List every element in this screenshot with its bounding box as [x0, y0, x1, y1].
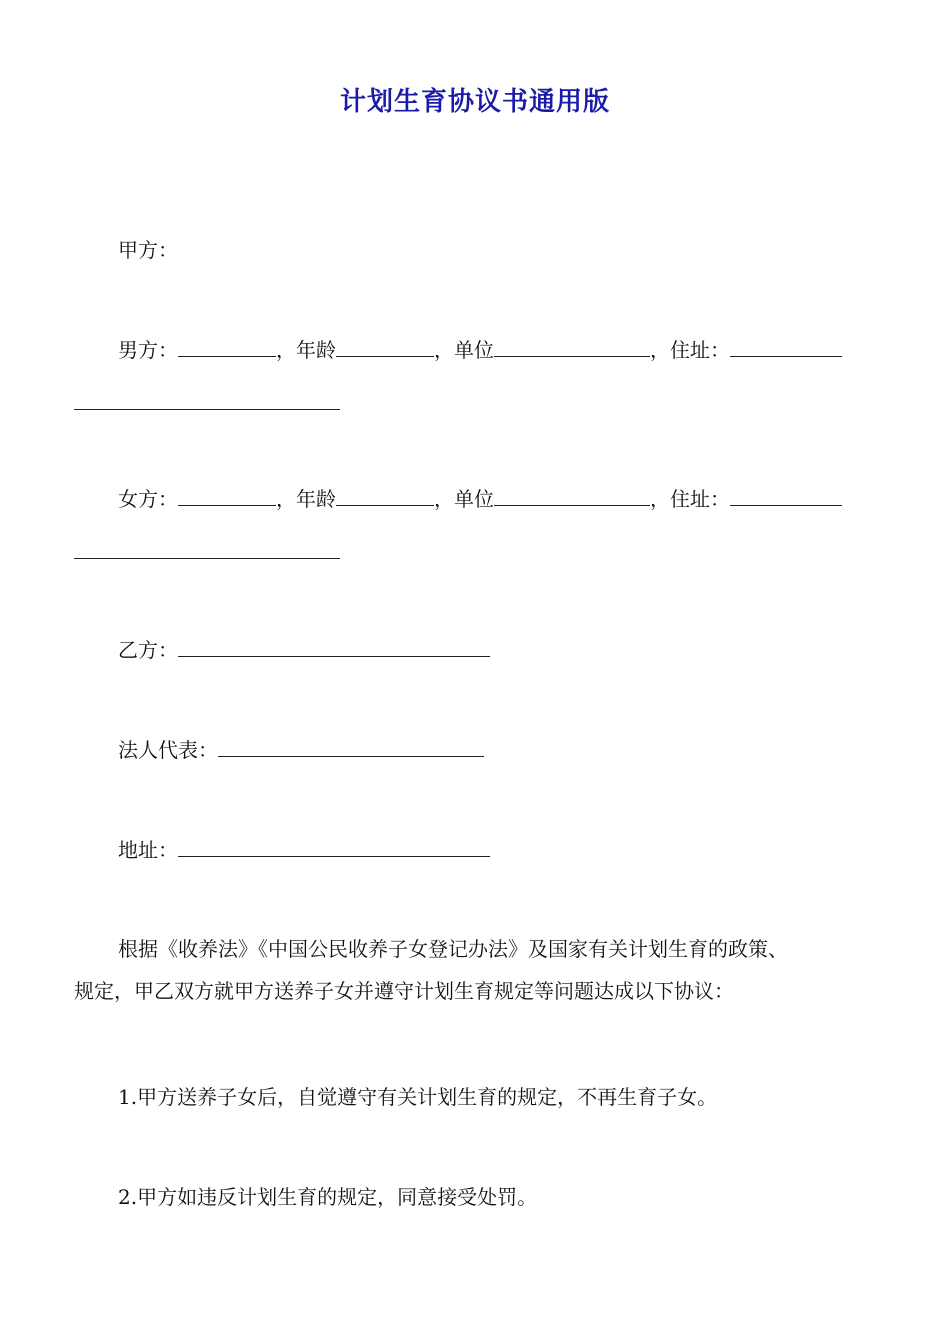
man-address-label: 住址： [670, 338, 730, 362]
separator: ， [650, 338, 670, 362]
woman-age-field[interactable] [336, 485, 434, 506]
man-unit-label: 单位 [454, 338, 494, 362]
address-label: 地址： [118, 838, 178, 862]
woman-name-field[interactable] [178, 485, 276, 506]
man-age-label: 年龄 [296, 338, 336, 362]
woman-address-label: 住址： [670, 487, 730, 511]
legal-rep-field[interactable] [218, 736, 484, 757]
address-field[interactable] [178, 836, 490, 857]
woman-unit-label: 单位 [454, 487, 494, 511]
woman-age-label: 年龄 [296, 487, 336, 511]
woman-address-field[interactable] [730, 485, 842, 506]
legal-rep-line [118, 736, 484, 764]
man-unit-field[interactable] [494, 336, 650, 357]
woman-info-line [118, 485, 842, 513]
separator: ， [434, 338, 454, 362]
separator: ， [434, 487, 454, 511]
preamble-line-1: 根据《收养法》《中国公民收养子女登记办法》及国家有关计划生育的政策、 [118, 937, 788, 961]
party-b-label: 乙方： [118, 638, 178, 662]
separator: ， [276, 338, 296, 362]
woman-unit-field[interactable] [494, 485, 650, 506]
separator: ， [650, 487, 670, 511]
preamble-paragraph [74, 935, 884, 1005]
man-name-field[interactable] [178, 336, 276, 357]
party-b-line [118, 636, 490, 664]
clause-1: 1.甲方送养子女后，自觉遵守有关计划生育的规定，不再生育子女。 [118, 1085, 718, 1109]
legal-rep-label: 法人代表： [118, 738, 218, 762]
address-line [118, 836, 490, 864]
clause-2: 2.甲方如违反计划生育的规定，同意接受处罚。 [118, 1185, 538, 1209]
woman-label: 女方： [118, 487, 178, 511]
separator: ， [276, 487, 296, 511]
man-age-field[interactable] [336, 336, 434, 357]
document-title: 计划生育协议书通用版 [339, 87, 610, 117]
preamble-line-2: 规定，甲乙双方就甲方送养子女并遵守计划生育规定等问题达成以下协议： [74, 979, 734, 1003]
man-address-field[interactable] [730, 336, 842, 357]
party-b-field[interactable] [178, 636, 490, 657]
man-info-line [118, 336, 842, 364]
man-address-field-continued[interactable] [74, 409, 340, 410]
man-label: 男方： [118, 338, 178, 362]
woman-address-field-continued[interactable] [74, 558, 340, 559]
party-a-label: 甲方： [118, 238, 178, 262]
